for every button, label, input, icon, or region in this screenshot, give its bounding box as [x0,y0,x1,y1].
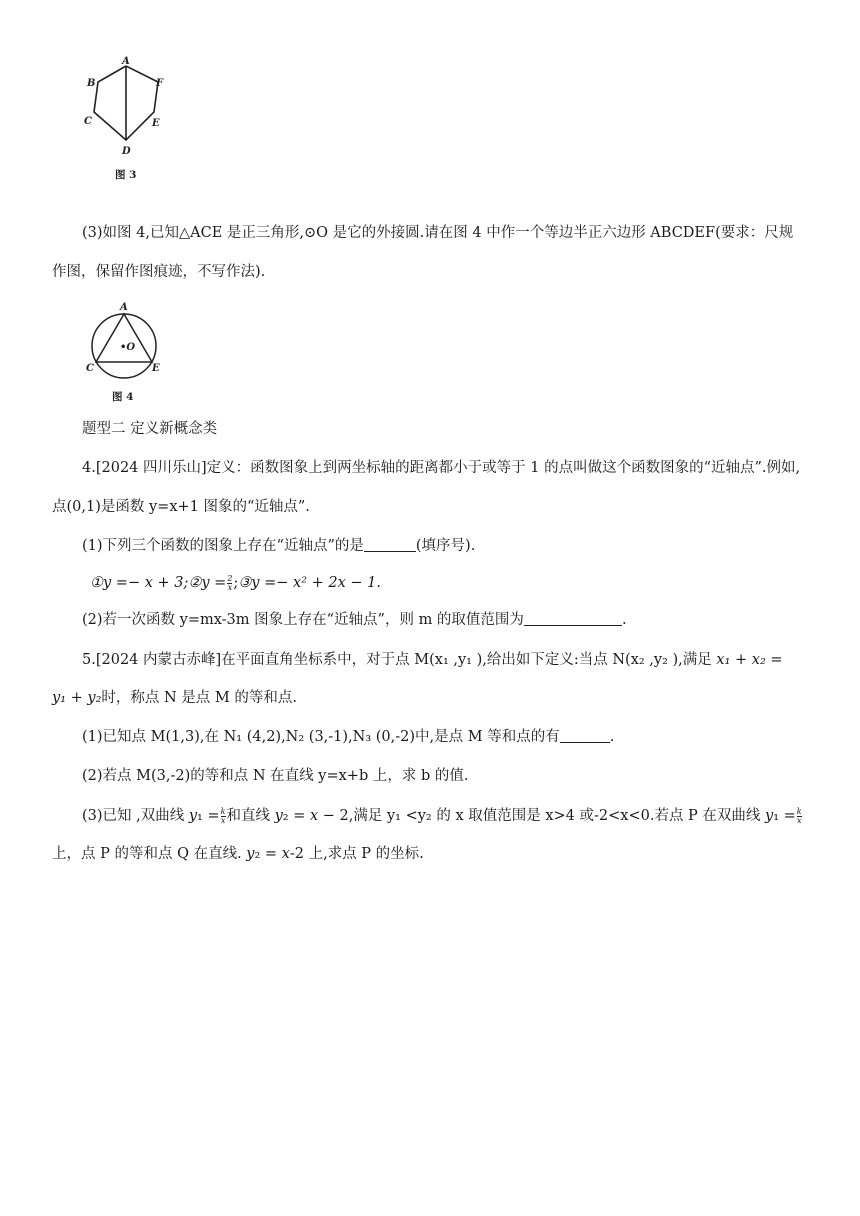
p4-line-1: 4.[2024 四川乐山]定义：函数图象上到两坐标轴的距离都小于或等于 1 的点叫做这个函数图象的“近轴点”.例如, [82,460,801,476]
label-a: A [122,56,130,67]
option-3: ③𝑦 =− 𝑥² + 2𝑥 − 1. [238,575,381,591]
option-2: ②𝑦 = [188,575,227,591]
denominator: 𝑥 [796,815,802,825]
answer-blank [364,537,416,552]
p5-q1-text: (1)已知点 M(1,3),在 N₁ (4,2),N₂ (3,-1),N₃ (0,-2)中,是点 M 等和点的有 [82,729,560,745]
p5-line-1 [82,650,783,670]
numerator: 𝑘 [220,806,226,816]
answer-blank [524,611,622,626]
label-o: •O [120,342,136,353]
figure-4-caption: 图 4 [112,391,134,403]
p4-q1 [82,536,475,556]
label-c: C [84,116,92,127]
p5-line-2-text: 时，称点 N 是点 M 的等和点. [101,690,297,706]
label-e: E [152,118,160,129]
fraction [797,808,802,825]
label-c: C [86,363,94,374]
p4-q2 [82,610,627,630]
denominator: 𝑥 [220,815,226,825]
numerator: 2 [227,573,233,583]
p5-q3-text-b: 和直线 𝑦₂ = 𝑥 − 2,满足 y₁ <y₂ 的 x 取值范围是 x>4 或-2<x<0.若点 P 在双曲线 𝑦₁ = [226,808,796,824]
fraction [221,808,226,825]
p4-line-2: 点(0,1)是函数 y=x+1 图象的“近轴点”. [52,499,310,515]
figure-4 [82,298,168,406]
answer-blank [560,728,610,743]
option-1: ①𝑦 =− 𝑥 + 3; [90,575,189,591]
section-title: 题型二 定义新概念类 [82,421,218,437]
numerator: 𝑘 [796,806,802,816]
p5-line-2 [52,688,297,708]
separator: ; [233,575,239,591]
p4-options [90,573,381,593]
p5-line-1-math: 𝑥₁ + 𝑥₂ = [716,652,783,668]
figure-3 [82,52,178,182]
p4-q1-suffix: (填序号). [415,538,476,554]
q3-line-2: 作图，保留作图痕迹，不写作法). [52,264,266,280]
fraction [227,575,232,592]
label-b: B [87,78,96,89]
p5-q2: (2)若点 M(3,-2)的等和点 N 在直线 y=x+b 上，求 b 的值. [82,768,469,784]
figure-3-caption: 图 3 [115,169,137,181]
label-f: F [156,78,164,89]
p4-q2-text: (2)若一次函数 y=mx-3m 图象上存在“近轴点”，则 m 的取值范围为 [82,612,524,628]
label-d: D [122,146,131,157]
denominator: 𝑥 [227,582,233,592]
p5-line-2-math: 𝑦₁ + 𝑦₂ [52,690,102,706]
label-e: E [152,363,160,374]
p5-line-1-text: 5.[2024 内蒙古赤峰]在平面直角坐标系中，对于点 M(x₁ ,y₁ ),给出如下定义:当点 N(x₂ ,y₂ ),满足 [82,652,717,668]
label-a: A [120,302,128,313]
p4-q1-text: (1)下列三个函数的图象上存在“近轴点”的是 [82,538,364,554]
q3-line-1: (3)如图 4,已知△ACE 是正三角形,⊙O 是它的外接圆.请在图 4 中作一个等边半正六边形 ABCDEF(要求：尺规 [82,225,794,241]
p5-q3-line-2: 上，点 P 的等和点 Q 在直线. 𝑦₂ = 𝑥-2 上,求点 P 的坐标. [52,846,424,862]
p5-q1 [82,727,614,747]
p4-q2-suffix: . [621,612,627,628]
p5-q1-suffix: . [609,729,615,745]
p5-q3 [82,806,803,826]
p5-q3-text-a: (3)已知 ,双曲线 𝑦₁ = [82,808,220,824]
